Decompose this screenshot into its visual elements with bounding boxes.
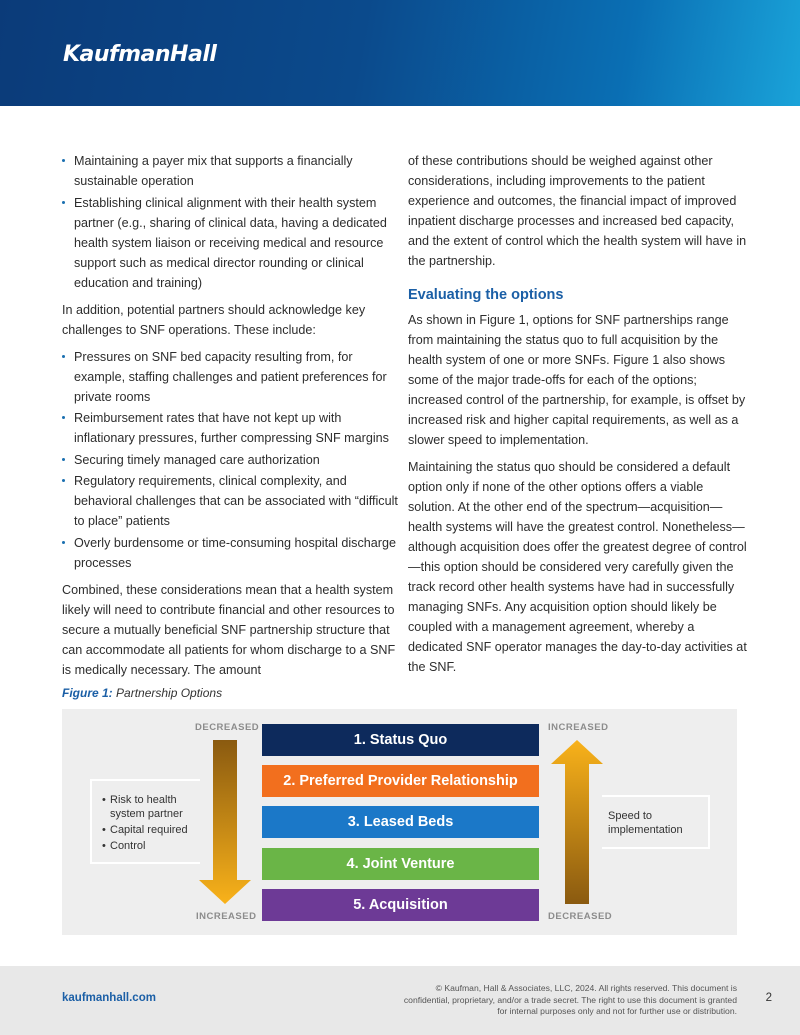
list-item: Overly burdensome or time-consuming hospital discharge processes [62,533,402,573]
list-item: Reimbursement rates that have not kept up with inflationary pressures, further compressing SNF margins [62,408,402,448]
list-item: Regulatory requirements, clinical complexity, and behavioral challenges that can be associated with “difficult to place” patients [62,471,402,531]
option-preferred-provider: 2. Preferred Provider Relationship [262,765,539,797]
risk-capital-control-box [90,779,200,864]
option-status-quo: 1. Status Quo [262,724,539,756]
page-number: 2 [765,992,772,1004]
option-leased-beds: 3. Leased Beds [262,806,539,838]
list-item: • Control [102,839,200,853]
left-down-arrow-icon [199,740,251,904]
list-item: Pressures on SNF bed capacity resulting from, for example, staffing challenges and patient preferences for private rooms [62,347,402,407]
option-acquisition: 5. Acquisition [262,889,539,921]
page-header [0,0,800,106]
left-column [62,151,402,687]
website-link[interactable]: kaufmanhall.com [62,992,156,1004]
paragraph: In addition, potential partners should acknowledge key challenges to SNF operations. These include: [62,302,366,337]
left-arrow-bottom-label: INCREASED [196,911,257,922]
section-heading: Evaluating the options [408,287,564,303]
challenges-bullet-list [62,347,402,573]
list-item: • Risk to health system partner [102,793,200,821]
option-joint-venture: 4. Joint Venture [262,848,539,880]
left-arrow-top-label: DECREASED [195,722,260,733]
paragraph: Combined, these considerations mean that a health system likely will need to contribute financial and other resources to secure a mutually beneficial SNF partnership structure that can accommodate all patients for whom discharge to a SNF is medically necessary. The amount [62,582,396,677]
figure-caption [62,686,222,700]
speed-label: Speed to implementation [608,810,683,836]
list-item: Securing timely managed care authorization [62,450,402,470]
alignment-bullet-list [62,151,402,293]
right-arrow-bottom-label: DECREASED [548,911,613,922]
right-arrow-top-label: INCREASED [548,722,609,733]
figure-label: Figure 1: [62,686,113,700]
copyright-notice: © Kaufman, Hall & Associates, LLC, 2024. All rights reserved. This document is confidential, proprietary, and/or a trade secret. The right to use this document is granted for internal purposes only and not for further use or distribution. [403,983,737,1016]
paragraph: of these contributions should be weighed against other considerations, including improvements to the patient experience and outcomes, the financial impact of improved inpatient discharge processes and increased bed capacity, and the extent of control which the health system will have in the partnership. [408,154,747,268]
list-item: Maintaining a payer mix that supports a financially sustainable operation [62,151,402,191]
paragraph: Maintaining the status quo should be considered a default option only if none of the other options offers a viable solution. At the other end of the spectrum—acquisition—health systems will have the greatest control. Nonetheless—although acquisition does offer the greatest degree of control—this option should be considered very carefully given the track record other health systems have had in successfully managing SNFs. Any acquisition option should likely be coupled with a management agreement, whereby a dedicated SNF operator manages the day-to-day activities at the SNF. [408,460,747,674]
right-column [408,151,748,684]
right-up-arrow-icon [551,740,603,904]
list-item: • Capital required [102,823,200,837]
speed-to-implementation-box [602,795,710,849]
figure-title: Partnership Options [116,686,223,700]
kaufmanhall-logo[interactable]: KaufmanHall [63,42,217,67]
partnership-options-figure [62,709,737,935]
list-item: Establishing clinical alignment with their health system partner (e.g., sharing of clinical data, having a dedicated health system liaison or receiving medical and resource support such as medical director rounding or clinical education and training) [62,193,402,293]
page-footer [0,966,800,1035]
paragraph: As shown in Figure 1, options for SNF partnerships range from maintaining the status quo to full acquisition by the health system of one or more SNFs. Figure 1 also shows some of the major trade-offs for each of the options; increased control of the partnership, for example, is offset by increased risk and higher capital requirements, as well as a slower speed to implementation. [408,313,746,447]
